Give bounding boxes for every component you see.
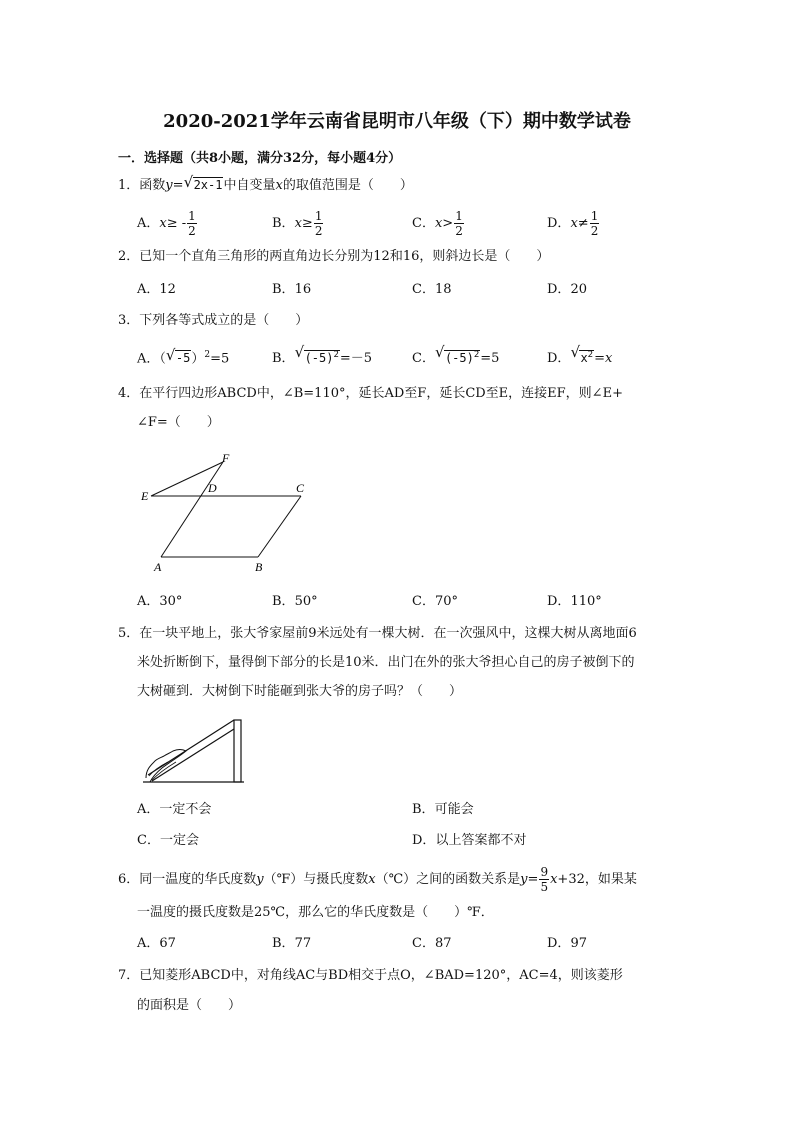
denominator: 2 (455, 224, 463, 238)
q1-option-d[interactable] (547, 210, 600, 237)
q6-eq-y: y (520, 872, 528, 887)
radical-sign: √ (165, 346, 176, 365)
option-text: 67 (159, 936, 176, 951)
option-text: 77 (294, 936, 312, 951)
q5-fallen-tree-figure (140, 718, 246, 786)
q1-mid: 中自变量 (223, 178, 276, 193)
q6-unit-f: （℉）与摄氏度数 (263, 872, 369, 887)
q1-option-a[interactable] (137, 210, 198, 237)
q2-option-b[interactable] (272, 281, 311, 299)
q5-line3: 大树砸到．大树倒下时能砸到张大爷的房子吗？（ ） (137, 684, 463, 699)
question-1-stem (118, 173, 413, 195)
radical-sign: √ (294, 343, 305, 361)
option-text: 110° (570, 594, 602, 609)
option-label: B． (412, 802, 435, 817)
sqrt-expression (570, 343, 594, 368)
q7-line2: 的面积是（ ） (137, 998, 242, 1013)
sqrt-expression (294, 343, 340, 368)
numerator: 1 (590, 209, 599, 223)
option-var: x (294, 216, 302, 231)
question-number: 3． (118, 313, 140, 328)
fraction (314, 210, 324, 237)
option-tail: =5 (480, 351, 500, 366)
q5-option-a[interactable] (137, 801, 211, 819)
fraction (590, 210, 600, 237)
radical-sign: √ (183, 173, 194, 191)
option-label: D． (547, 282, 571, 297)
q1-sqrt (183, 173, 224, 195)
option-text: 12 (159, 282, 176, 297)
option-label: C． (412, 936, 435, 951)
q4-option-b[interactable] (272, 593, 318, 611)
option-text: 16 (294, 282, 312, 297)
question-number: 1． (118, 178, 140, 193)
q6-eq-tail: +32，如果某 (557, 872, 637, 887)
question-6-stem-line1 (118, 866, 637, 893)
q5-option-c[interactable] (137, 832, 199, 850)
numerator: 1 (188, 209, 196, 223)
radicand: -5 (175, 351, 191, 366)
fraction (539, 866, 549, 893)
question-number: 5． (118, 626, 140, 641)
q3-option-c[interactable] (412, 343, 500, 368)
q5-line1: 在一块平地上，张大爷家屋前9米远处有一棵大树．在一次强风中，这棵大树从离地面6 (139, 626, 637, 641)
q1-pre: 函数 (139, 178, 166, 193)
option-label: A． (137, 282, 160, 297)
q1-var-y: y (165, 178, 173, 193)
radical-sign: √ (434, 343, 445, 361)
radicand: x (580, 351, 588, 365)
radicand-group (444, 350, 480, 365)
option-relation: ≠ (577, 216, 589, 231)
sqrt-expression (434, 343, 480, 368)
option-label: A． (137, 351, 160, 367)
question-number: 7． (118, 968, 140, 983)
option-text: 20 (570, 282, 587, 297)
q5-line2: 米处折断倒下，量得倒下部分的长是10米．出门在外的张大爷担心自己的房子被倒下的 (137, 655, 635, 670)
q3-option-a[interactable] (137, 346, 229, 368)
exponent: 2 (204, 350, 211, 360)
option-label: C． (412, 282, 435, 297)
numerator: 1 (314, 209, 323, 223)
option-text: 87 (434, 936, 452, 951)
q2-option-d[interactable] (547, 281, 587, 299)
option-var: x (434, 216, 443, 231)
option-text: 以上答案都不对 (435, 833, 527, 848)
numerator: 1 (455, 209, 463, 223)
option-label: C． (137, 833, 160, 848)
option-tail: = (594, 351, 605, 366)
option-label: B． (272, 351, 295, 366)
option-tail: =－5 (339, 351, 373, 366)
option-relation: > (442, 216, 454, 231)
option-label: D． (547, 216, 571, 231)
option-label: D． (547, 351, 571, 366)
tree-trunk (234, 720, 241, 782)
option-text: 可能会 (434, 802, 474, 817)
question-3-stem (118, 312, 308, 330)
option-text: 30° (159, 594, 183, 609)
q1-var-x: x (275, 178, 283, 193)
label-a: A (154, 560, 162, 574)
q4-option-c[interactable] (412, 593, 458, 611)
q2-option-a[interactable] (137, 281, 176, 299)
paren-close: ） (191, 351, 205, 367)
paren-open: （ (159, 351, 166, 367)
label-d: D (208, 481, 217, 495)
option-label: C． (412, 351, 435, 366)
q6-option-c[interactable] (412, 935, 452, 953)
q3-option-b[interactable] (272, 343, 373, 368)
radicand: (-5) (444, 351, 474, 365)
option-text: 70° (434, 594, 458, 609)
q1-option-b[interactable] (272, 210, 324, 237)
option-label: C． (412, 216, 435, 231)
denominator: 2 (590, 224, 599, 238)
question-number: 6． (118, 872, 140, 887)
q4-line1: 在平行四边形ABCD中，∠B=110°，延长AD至F，延长CD至E，连接EF，则∠E+ (139, 386, 623, 401)
fallen-trunk-top (148, 720, 234, 775)
option-label: B． (272, 216, 295, 231)
q3-text: 下列各等式成立的是（ ） (139, 313, 309, 328)
label-e: E (141, 489, 149, 503)
radicand: (-5) (304, 351, 334, 365)
option-label: C． (412, 594, 435, 609)
q6-unit-c: （℃）之间的函数关系是 (375, 872, 521, 887)
option-relation: ≥ (301, 216, 313, 231)
option-label: B． (272, 282, 295, 297)
q1-eq: = (172, 178, 184, 193)
question-number: 4． (118, 386, 140, 401)
question-7-stem-line1 (118, 967, 623, 985)
option-label: B． (272, 594, 295, 609)
q1-radicand: 2x-1 (193, 178, 223, 192)
option-label: A． (137, 936, 160, 951)
segment-bc (258, 496, 301, 557)
q6-option-d[interactable] (547, 935, 587, 953)
option-label: A． (137, 802, 160, 817)
exponent: 2 (473, 350, 480, 360)
label-c: C (296, 481, 305, 495)
q7-line1: 已知菱形ABCD中，对角线AC与BD相交于点O，∠BAD=120°，AC=4，则该菱形 (139, 968, 623, 983)
question-4-stem-line1 (118, 385, 623, 403)
q6-option-b[interactable] (272, 935, 311, 953)
label-b: B (255, 560, 263, 574)
q4-line2: ∠F=（ ） (137, 415, 220, 430)
q2-option-c[interactable] (412, 281, 452, 299)
numerator: 9 (540, 865, 549, 879)
q6-option-a[interactable] (137, 935, 176, 953)
option-label: D． (547, 594, 571, 609)
q2-text: 已知一个直角三角形的两直角边长分别为12和16，则斜边长是（ ） (139, 249, 550, 264)
radical-sign: √ (570, 343, 580, 361)
denominator: 5 (540, 880, 549, 894)
q6-line2: 一温度的摄氏度数是25℃，那么它的华氏度数是（ ）℉． (137, 905, 494, 920)
page-title: 2020-2021学年云南省昆明市八年级（下）期中数学试卷 (163, 111, 631, 132)
question-2-stem (118, 248, 549, 266)
q1-post: 的取值范围是（ ） (282, 178, 413, 193)
q6-pre: 同一温度的华氏度数 (139, 872, 257, 887)
question-5-stem-line1 (118, 625, 637, 643)
option-label: D． (547, 936, 571, 951)
exponent: 2 (587, 350, 594, 360)
option-var: x (605, 351, 613, 366)
option-text: 一定不会 (159, 802, 212, 817)
option-text: 50° (294, 594, 318, 609)
q6-var-x: x (368, 872, 376, 887)
q5-option-d[interactable] (412, 832, 526, 850)
question-number: 2． (118, 249, 140, 264)
option-tail: =5 (210, 351, 230, 367)
option-label: A． (137, 594, 160, 609)
option-text: 一定会 (159, 833, 199, 848)
fraction (454, 210, 464, 237)
denominator: 2 (188, 224, 196, 238)
option-label: D． (412, 833, 436, 848)
q6-eq: = (527, 872, 539, 887)
section-heading: 一．选择题（共8小题，满分32分，每小题4分） (118, 151, 402, 166)
option-text: 18 (434, 282, 452, 297)
radicand-group (304, 350, 340, 365)
option-relation: ≥ - (166, 216, 187, 231)
denominator: 2 (314, 224, 323, 238)
exponent: 2 (333, 350, 339, 360)
fallen-trunk-bottom (152, 729, 234, 781)
q6-var-y: y (256, 872, 264, 887)
label-f: F (222, 451, 230, 465)
q4-parallelogram-figure (135, 445, 320, 580)
radicand-group (579, 350, 594, 365)
q1-option-c[interactable] (412, 210, 465, 237)
q5-option-b[interactable] (412, 801, 474, 819)
fraction (187, 210, 197, 237)
q4-option-a[interactable] (137, 593, 182, 611)
q6-eq-x: x (550, 872, 558, 887)
option-label: B． (272, 936, 295, 951)
option-var: x (159, 216, 167, 231)
q4-option-d[interactable] (547, 593, 602, 611)
option-var: x (570, 216, 578, 231)
q3-option-d[interactable] (547, 343, 613, 368)
sqrt-expression (165, 346, 191, 368)
option-label: A． (137, 216, 160, 231)
option-text: 97 (570, 936, 587, 951)
